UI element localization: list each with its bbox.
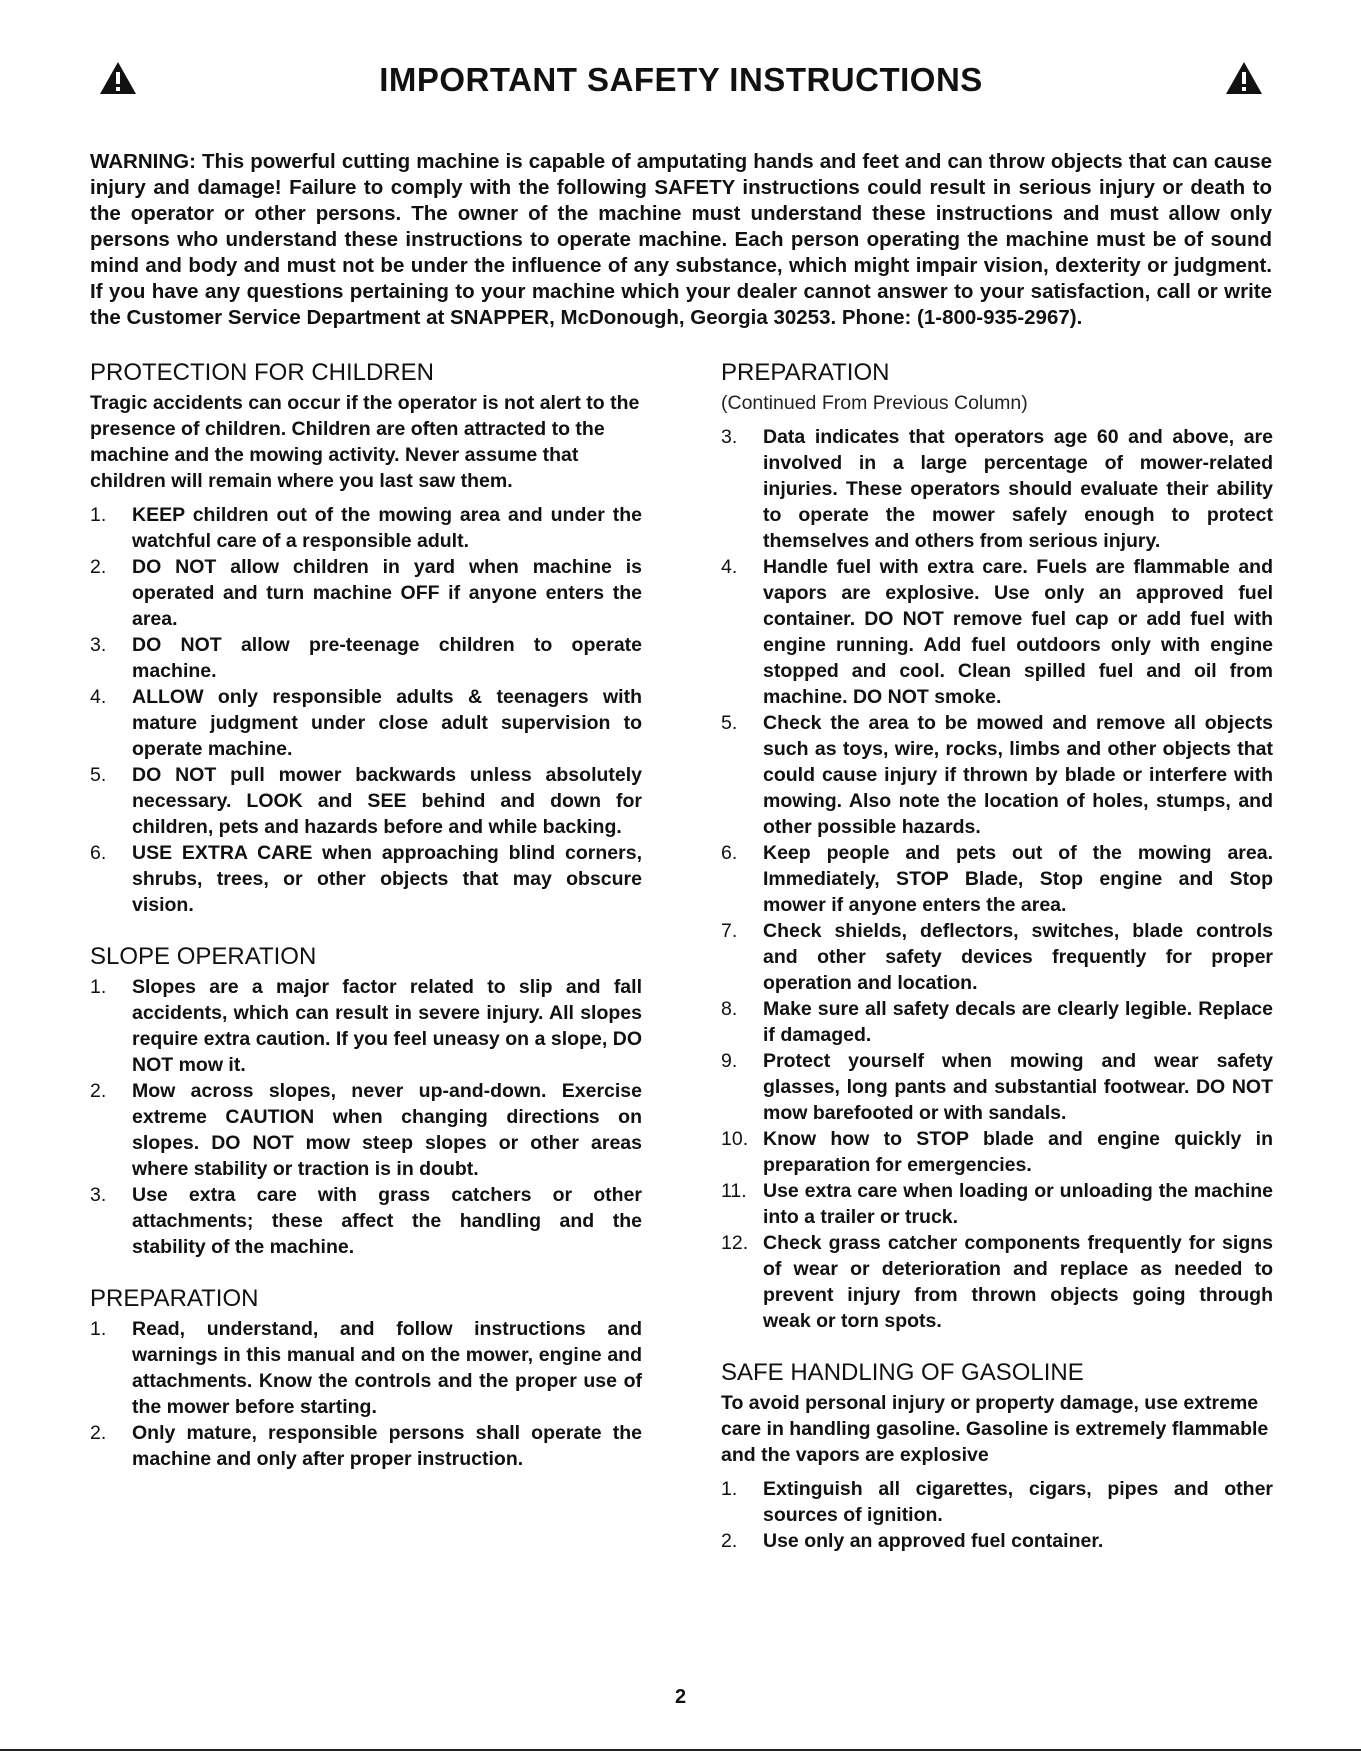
list-item-number: 1. (90, 976, 107, 998)
list-item-text: Check grass catcher components frequently for signs of wear or deterioration and replace as needed to prevent injury from thrown objects going through weak or torn spots. (763, 1232, 1273, 1332)
list-item-text: Only mature, responsible persons shall operate the machine and only after proper instruction. (132, 1422, 642, 1470)
children-list (90, 502, 642, 918)
right-column (721, 358, 1273, 1554)
list-item-number: 2. (90, 1080, 107, 1102)
list-item-number: 9. (721, 1050, 738, 1072)
list-item (721, 1126, 1273, 1178)
list-item-text: Keep people and pets out of the mowing area. Immediately, STOP Blade, Stop engine and Stop mower if anyone enters the area. (763, 842, 1273, 916)
list-item (90, 974, 642, 1078)
list-item-number: 1. (721, 1478, 738, 1500)
list-item-text: DO NOT pull mower backwards unless absolutely necessary. LOOK and SEE behind and down for children, pets and hazards before and while backing. (132, 764, 642, 838)
list-item-text: Slopes are a major factor related to slip and fall accidents, which can result in severe injury. All slopes require extra caution. If you feel uneasy on a slope, DO NOT mow it. (132, 976, 642, 1076)
list-item (721, 1230, 1273, 1334)
list-item-number: 12. (721, 1232, 749, 1254)
list-item-text: Data indicates that operators age 60 and above, are involved in a large percentage of mower-related injuries. These operators should evaluate their ability to operate the mower safely enough to protect themselves and others from serious injury. (763, 426, 1273, 552)
section-title: SAFE HANDLING OF GASOLINE (721, 1359, 1084, 1386)
list-item-number: 5. (721, 712, 738, 734)
section-protection-for-children (90, 358, 642, 918)
list-item-number: 3. (90, 634, 107, 656)
preparation-list (90, 1316, 642, 1472)
warning-paragraph: WARNING: This powerful cutting machine is capable of amputating hands and feet and can throw objects that can cause injury and damage! Failure to comply with the following SAFETY instructions could result in serious injury or death to the operator or other persons. The owner of the machine must understand these instructions and must allow only persons who understand these instructions to operate machine. Each person operating the machine must be of sound mind and body and must not be under the influence of any substance, which might impair vision, dexterity or judgment. If you have any questions pertaining to your machine which your dealer cannot answer to your satisfaction, call or write the Customer Service Department at SNAPPER, McDonough, Georgia 30253. Phone: (1-800-935-2967). (90, 149, 1272, 329)
list-item (90, 1420, 642, 1472)
list-item (90, 684, 642, 762)
list-item-number: 6. (90, 842, 107, 864)
bottom-rule (0, 1749, 1361, 1751)
title-row (90, 58, 1272, 106)
section-title: SLOPE OPERATION (90, 943, 317, 970)
list-item-number: 3. (721, 426, 738, 448)
list-item (721, 1048, 1273, 1126)
warning-triangle-icon (1224, 60, 1264, 96)
list-item-text: Use extra care when loading or unloading the machine into a trailer or truck. (763, 1180, 1273, 1228)
list-item (721, 554, 1273, 710)
list-item-number: 1. (90, 1318, 107, 1340)
list-item (721, 1528, 1273, 1554)
list-item (90, 554, 642, 632)
list-item (721, 918, 1273, 996)
list-item (90, 1078, 642, 1182)
list-item (721, 1476, 1273, 1528)
slope-list (90, 974, 642, 1260)
list-item-text: USE EXTRA CARE when approaching blind corners, shrubs, trees, or other objects that may obscure vision. (132, 842, 642, 916)
list-item-text: Check the area to be mowed and remove all objects such as toys, wire, rocks, limbs and other objects that could cause injury if thrown by blade or interfere with mowing. Also note the location of holes, stumps, and other possible hazards. (763, 712, 1273, 838)
list-item-number: 8. (721, 998, 738, 1020)
list-item (721, 840, 1273, 918)
list-item-number: 5. (90, 764, 107, 786)
left-column (90, 358, 642, 1472)
list-item-text: Use only an approved fuel container. (763, 1530, 1104, 1552)
list-item-text: Handle fuel with extra care. Fuels are flammable and vapors are explosive. Use only an approved fuel container. DO NOT remove fuel cap or add fuel with engine running. Add fuel outdoors only with engine stopped and cool. Clean spilled fuel and oil from machine. DO NOT smoke. (763, 556, 1273, 708)
section-intro: To avoid personal injury or property damage, use extreme care in handling gasoline. Gasoline is extremely flammable and the vapors are explosive (721, 1392, 1269, 1466)
list-item-number: 4. (90, 686, 107, 708)
list-item (90, 762, 642, 840)
list-item (721, 996, 1273, 1048)
list-item (90, 1316, 642, 1420)
list-item-text: Check shields, deflectors, switches, blade controls and other safety devices frequently for proper operation and location. (763, 920, 1273, 994)
gasoline-list (721, 1476, 1273, 1554)
list-item-text: Extinguish all cigarettes, cigars, pipes and other sources of ignition. (763, 1478, 1273, 1526)
list-item-text: DO NOT allow children in yard when machine is operated and turn machine OFF if anyone enters the area. (132, 556, 642, 630)
list-item-text: Know how to STOP blade and engine quickly in preparation for emergencies. (763, 1128, 1273, 1176)
list-item-text: ALLOW only responsible adults & teenagers with mature judgment under close adult supervision to operate machine. (132, 686, 642, 760)
preparation-continued-list (721, 424, 1273, 1334)
list-item-text: Read, understand, and follow instructions and warnings in this manual and on the mower, engine and attachments. Know the controls and the proper use of the mower before starting. (132, 1318, 642, 1418)
section-title: PREPARATION (721, 359, 890, 386)
section-safe-handling-of-gasoline (721, 1358, 1273, 1554)
list-item-text: Use extra care with grass catchers or other attachments; these affect the handling and the stability of the machine. (132, 1184, 642, 1258)
section-title: PROTECTION FOR CHILDREN (90, 359, 435, 386)
section-intro: Tragic accidents can occur if the operator is not alert to the presence of children. Children are often attracted to the machine and the mowing activity. Never assume that children will remain where you last saw them. (90, 392, 640, 492)
list-item-number: 2. (90, 1422, 107, 1444)
list-item-number: 3. (90, 1184, 107, 1206)
list-item-text: DO NOT allow pre-teenage children to operate machine. (132, 634, 642, 682)
list-item-number: 4. (721, 556, 738, 578)
list-item (90, 1182, 642, 1260)
list-item-number: 6. (721, 842, 738, 864)
list-item (721, 710, 1273, 840)
list-item-text: Make sure all safety decals are clearly legible. Replace if damaged. (763, 998, 1273, 1046)
list-item-text: Protect yourself when mowing and wear safety glasses, long pants and substantial footwear. DO NOT mow barefooted or with sandals. (763, 1050, 1273, 1124)
section-preparation-continued (721, 358, 1273, 1334)
section-slope-operation (90, 942, 642, 1260)
list-item-number: 2. (90, 556, 107, 578)
list-item (90, 502, 642, 554)
list-item-number: 2. (721, 1530, 738, 1552)
section-note: (Continued From Previous Column) (721, 392, 1028, 414)
list-item-number: 7. (721, 920, 738, 942)
list-item-number: 10. (721, 1128, 749, 1150)
list-item (90, 840, 642, 918)
page-number: 2 (674, 1686, 687, 1708)
list-item (90, 632, 642, 684)
list-item-number: 11. (721, 1180, 747, 1202)
list-item-text: Mow across slopes, never up-and-down. Exercise extreme CAUTION when changing directions on slopes. DO NOT mow steep slopes or other areas where stability or traction is in doubt. (132, 1080, 642, 1180)
section-title: PREPARATION (90, 1285, 259, 1312)
list-item-text: KEEP children out of the mowing area and under the watchful care of a responsible adult. (132, 504, 642, 552)
page-title: IMPORTANT SAFETY INSTRUCTIONS (379, 61, 983, 98)
list-item-number: 1. (90, 504, 107, 526)
list-item (721, 1178, 1273, 1230)
list-item (721, 424, 1273, 554)
section-preparation (90, 1284, 642, 1472)
